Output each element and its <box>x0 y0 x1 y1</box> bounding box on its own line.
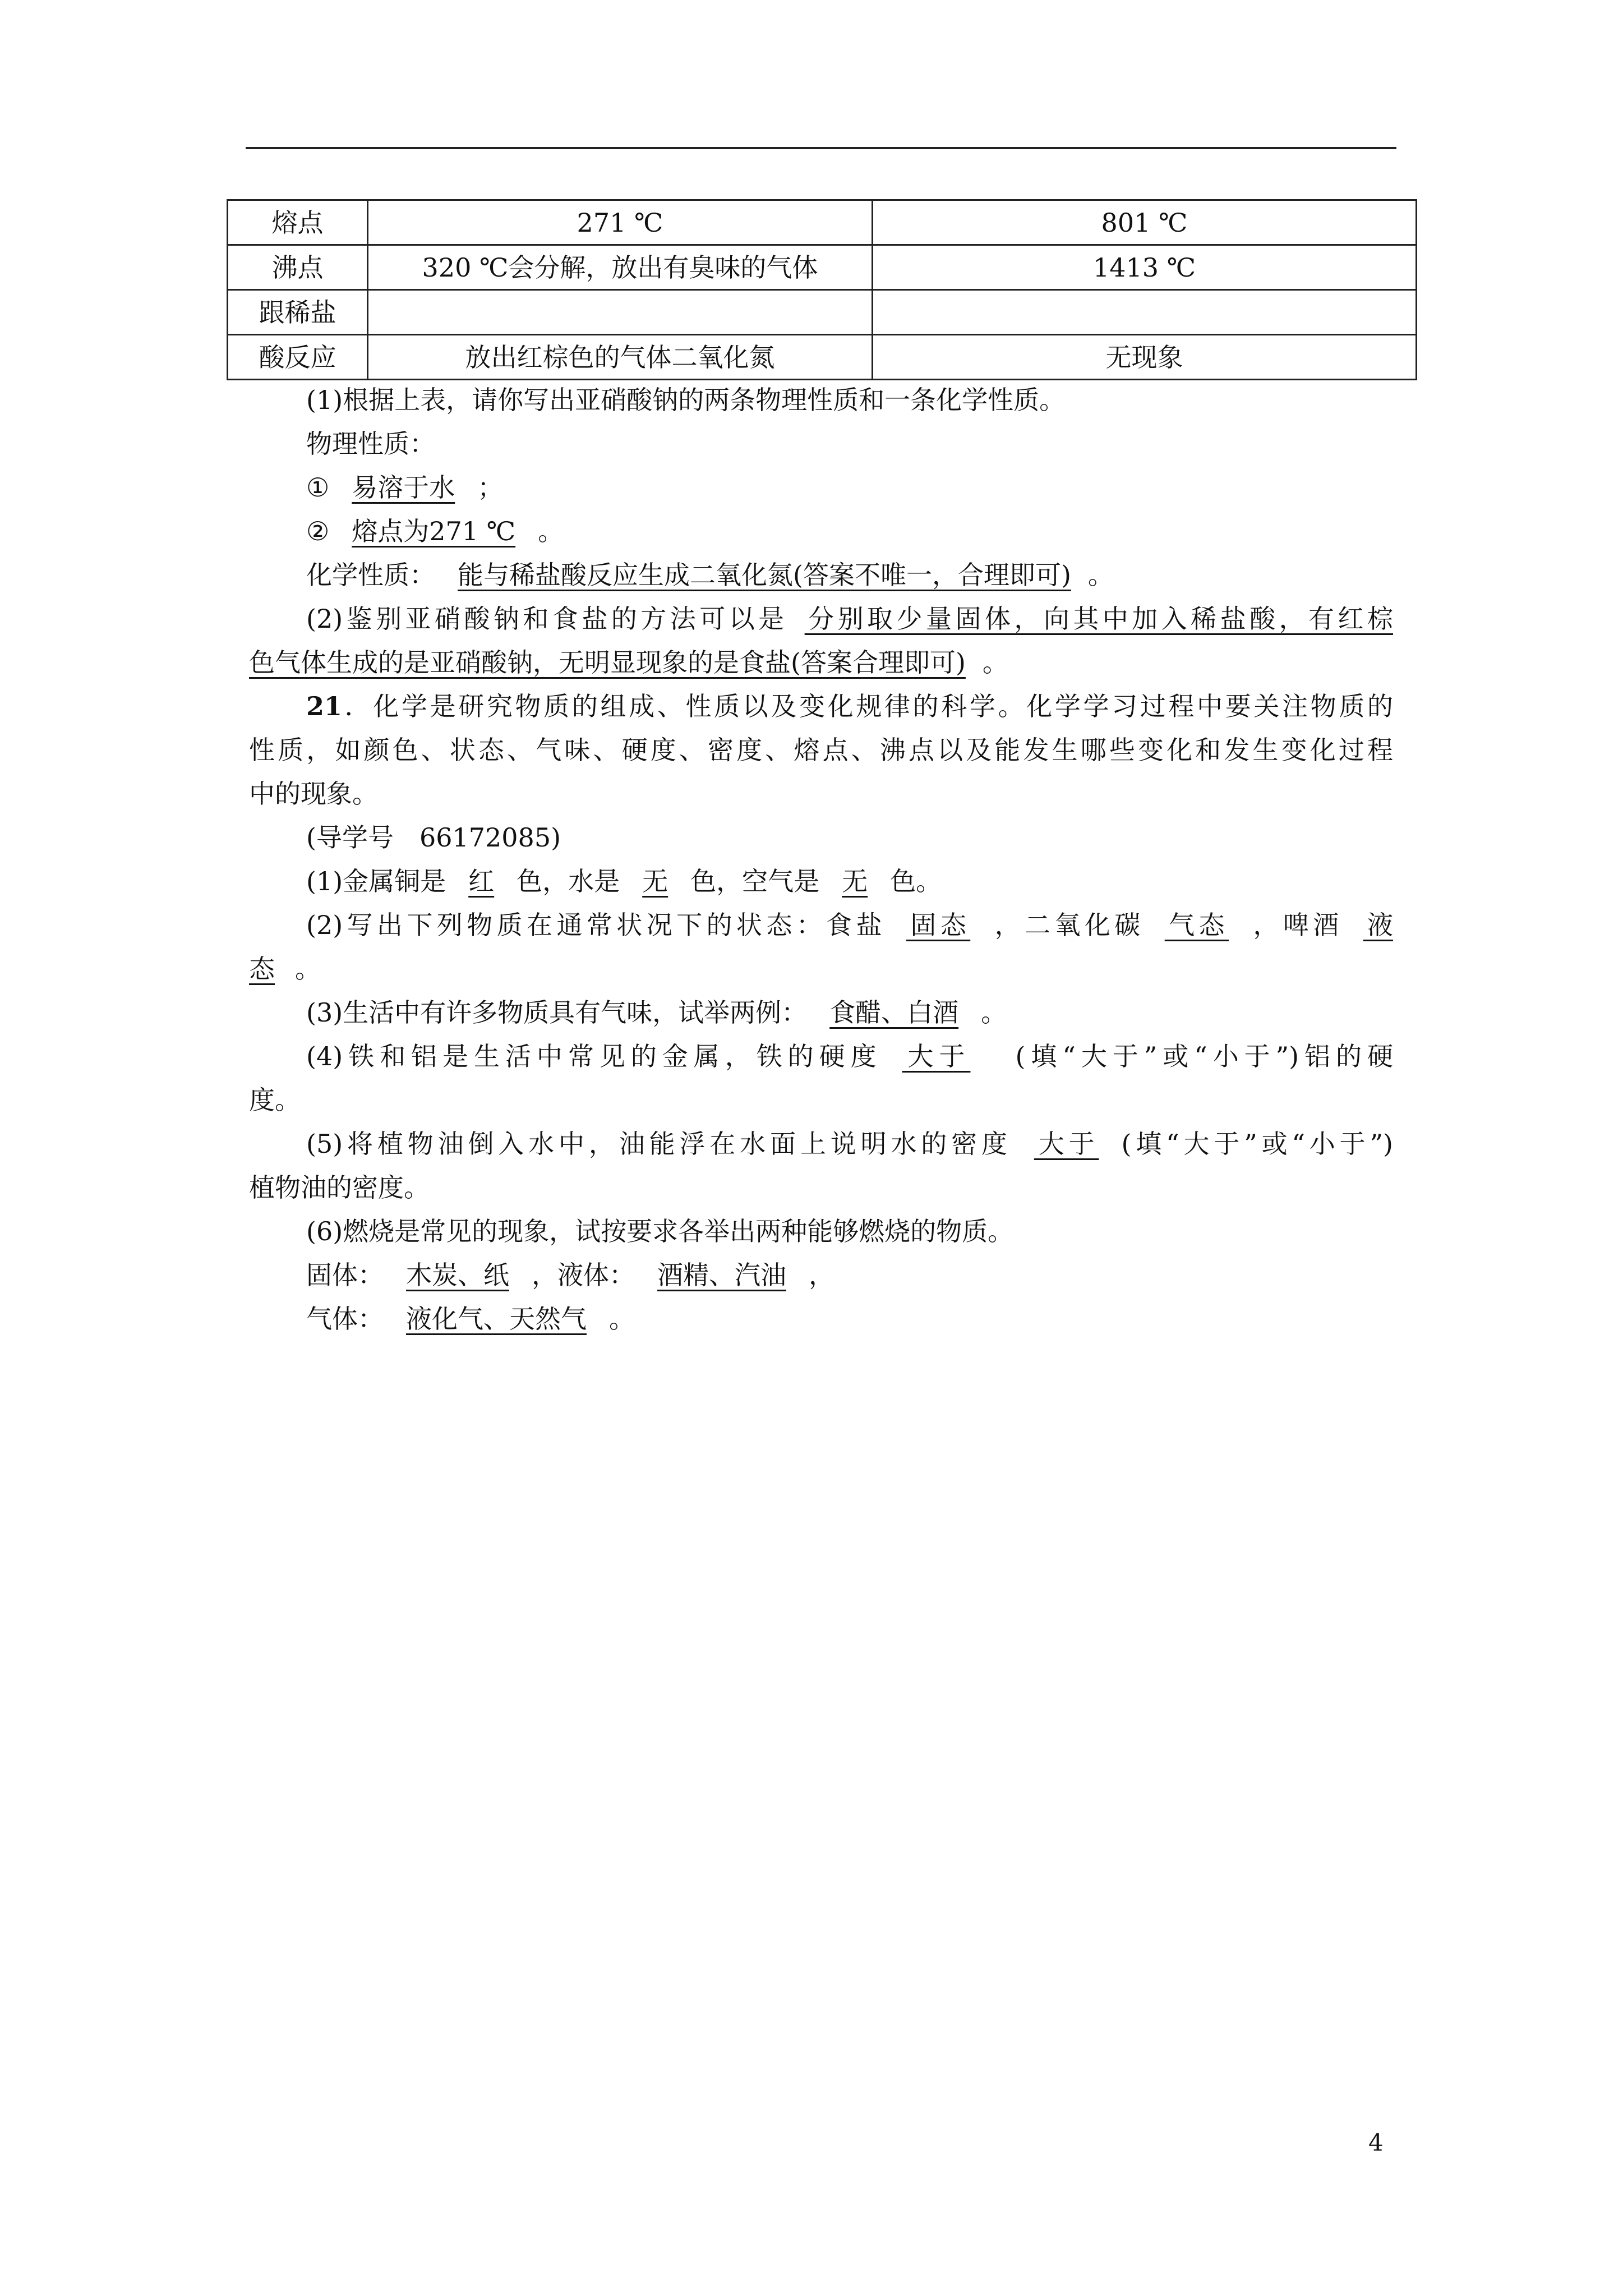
q21-part5-line2: 植物油的密度。 <box>249 1172 430 1203</box>
table-row <box>228 245 1417 290</box>
answer-blank: 无 <box>642 866 668 896</box>
table-cell: 271 ℃ <box>368 200 873 245</box>
question-number: 21 <box>306 691 343 721</box>
q20-part2-line2 <box>249 647 1393 678</box>
answer-blank: 色气体生成的是亚硝酸钠，无明显现象的是食盐(答案合理即可) <box>249 647 966 678</box>
physical-property-1 <box>306 472 1450 503</box>
answer-blank: 气态 <box>1164 910 1229 940</box>
answer-blank: 能与稀盐酸反应生成二氧化氮(答案不唯一，合理即可) <box>458 560 1071 590</box>
q21-stem-text: ．化学是研究物质的组成、性质以及变化规律的科学。化学学习过程中要关注物质的 <box>342 691 1393 721</box>
item-number: ① <box>306 472 330 503</box>
table-cell: 320 ℃会分解，放出有臭味的气体 <box>368 245 873 290</box>
punctuation: 。 <box>1087 560 1114 590</box>
table-cell: 跟稀盐 <box>228 290 368 335</box>
q21-part6-intro: (6)燃烧是常见的现象，试按要求各举出两种能够燃烧的物质。 <box>306 1216 1014 1246</box>
answer-blank: 态 <box>249 954 275 984</box>
answer-blank: 红 <box>468 866 495 896</box>
answer-blank: 固态 <box>906 910 971 940</box>
table-cell: 酸反应 <box>228 335 368 380</box>
answer-blank: 易溶于水 <box>352 472 455 503</box>
property-table <box>227 199 1417 380</box>
answer-blank: 分别取少量固体，向其中加入稀盐酸，有红棕 <box>804 604 1393 634</box>
table-cell: 801 ℃ <box>873 200 1417 245</box>
table-cell: 熔点 <box>228 200 368 245</box>
answer-blank: 酒精、汽油 <box>657 1260 786 1290</box>
q21-part5-line1: (5)将植物油倒入水中，油能浮在水面上说明水的密度 大于 (填“大于”或“小于”) <box>306 1129 1393 1159</box>
q21-stem-line2: 性质，如颜色、状态、气味、硬度、密度、熔点、沸点以及能发生哪些变化和发生变化过程 <box>249 735 1393 765</box>
guide-number: (导学号 66172085) <box>306 822 561 853</box>
answer-blank: 熔点为271 ℃ <box>352 516 516 546</box>
answer-blank: 木炭、纸 <box>406 1260 509 1290</box>
page-number: 4 <box>1368 2129 1384 2156</box>
table-cell: 无现象 <box>873 335 1417 380</box>
chemical-property-label: 化学性质： <box>306 560 435 590</box>
answer-blank: 无 <box>842 866 868 896</box>
table-cell: 沸点 <box>228 245 368 290</box>
table-cell: 放出红棕色的气体二氧化氮 <box>368 335 873 380</box>
table-row <box>228 335 1417 380</box>
item-number: ② <box>306 516 330 546</box>
answer-blank: 液 <box>1363 910 1394 940</box>
answer-blank: 食醋、白酒 <box>829 997 959 1028</box>
physical-properties-label: 物理性质： <box>306 429 435 459</box>
table-cell <box>873 290 1417 335</box>
q21-part2-line2: 态 。 <box>249 954 321 984</box>
q20-part2-prefix: (2)鉴别亚硝酸钠和食盐的方法可以是 <box>306 604 788 634</box>
physical-property-2 <box>306 518 1450 544</box>
q21-part2-line1: (2)写出下列物质在通常状况下的状态：食盐 固态 ，二氧化碳 气态 ，啤酒 液 <box>306 910 1394 940</box>
table-cell: 1413 ℃ <box>873 245 1417 290</box>
q21-part1: (1)金属铜是 红 色，水是 无 色，空气是 无 色。 <box>306 866 942 896</box>
punctuation: 。 <box>982 647 1008 678</box>
q21-part6-solid-liquid: 固体： 木炭、纸 ，液体： 酒精、汽油 ， <box>306 1260 834 1290</box>
punctuation: ； <box>477 472 504 503</box>
answer-blank: 液化气、天然气 <box>406 1304 587 1334</box>
q21-part6-gas: 气体： 液化气、天然气 。 <box>306 1304 635 1334</box>
punctuation: 。 <box>538 516 564 546</box>
q21-part4-line1: (4)铁和铝是生活中常见的金属，铁的硬度 大于 (填“大于”或“小于”)铝的硬 <box>306 1041 1393 1071</box>
header-rule <box>246 147 1396 149</box>
q20-part2-line1 <box>306 606 1393 632</box>
table-row <box>228 200 1417 245</box>
answer-blank: 大于 <box>902 1041 971 1071</box>
table-row <box>228 290 1417 335</box>
q21-stem-line1 <box>306 693 1393 719</box>
q20-part1: (1)根据上表，请你写出亚硝酸钠的两条物理性质和一条化学性质。 <box>306 385 1066 415</box>
q21-part3: (3)生活中有许多物质具有气味，试举两例： 食醋、白酒 。 <box>306 997 1007 1028</box>
q21-part4-line2: 度。 <box>249 1085 301 1115</box>
q21-stem-line3: 中的现象。 <box>249 779 378 809</box>
table-cell <box>368 290 873 335</box>
answer-blank: 大于 <box>1034 1129 1099 1159</box>
chemical-property <box>306 562 1450 588</box>
